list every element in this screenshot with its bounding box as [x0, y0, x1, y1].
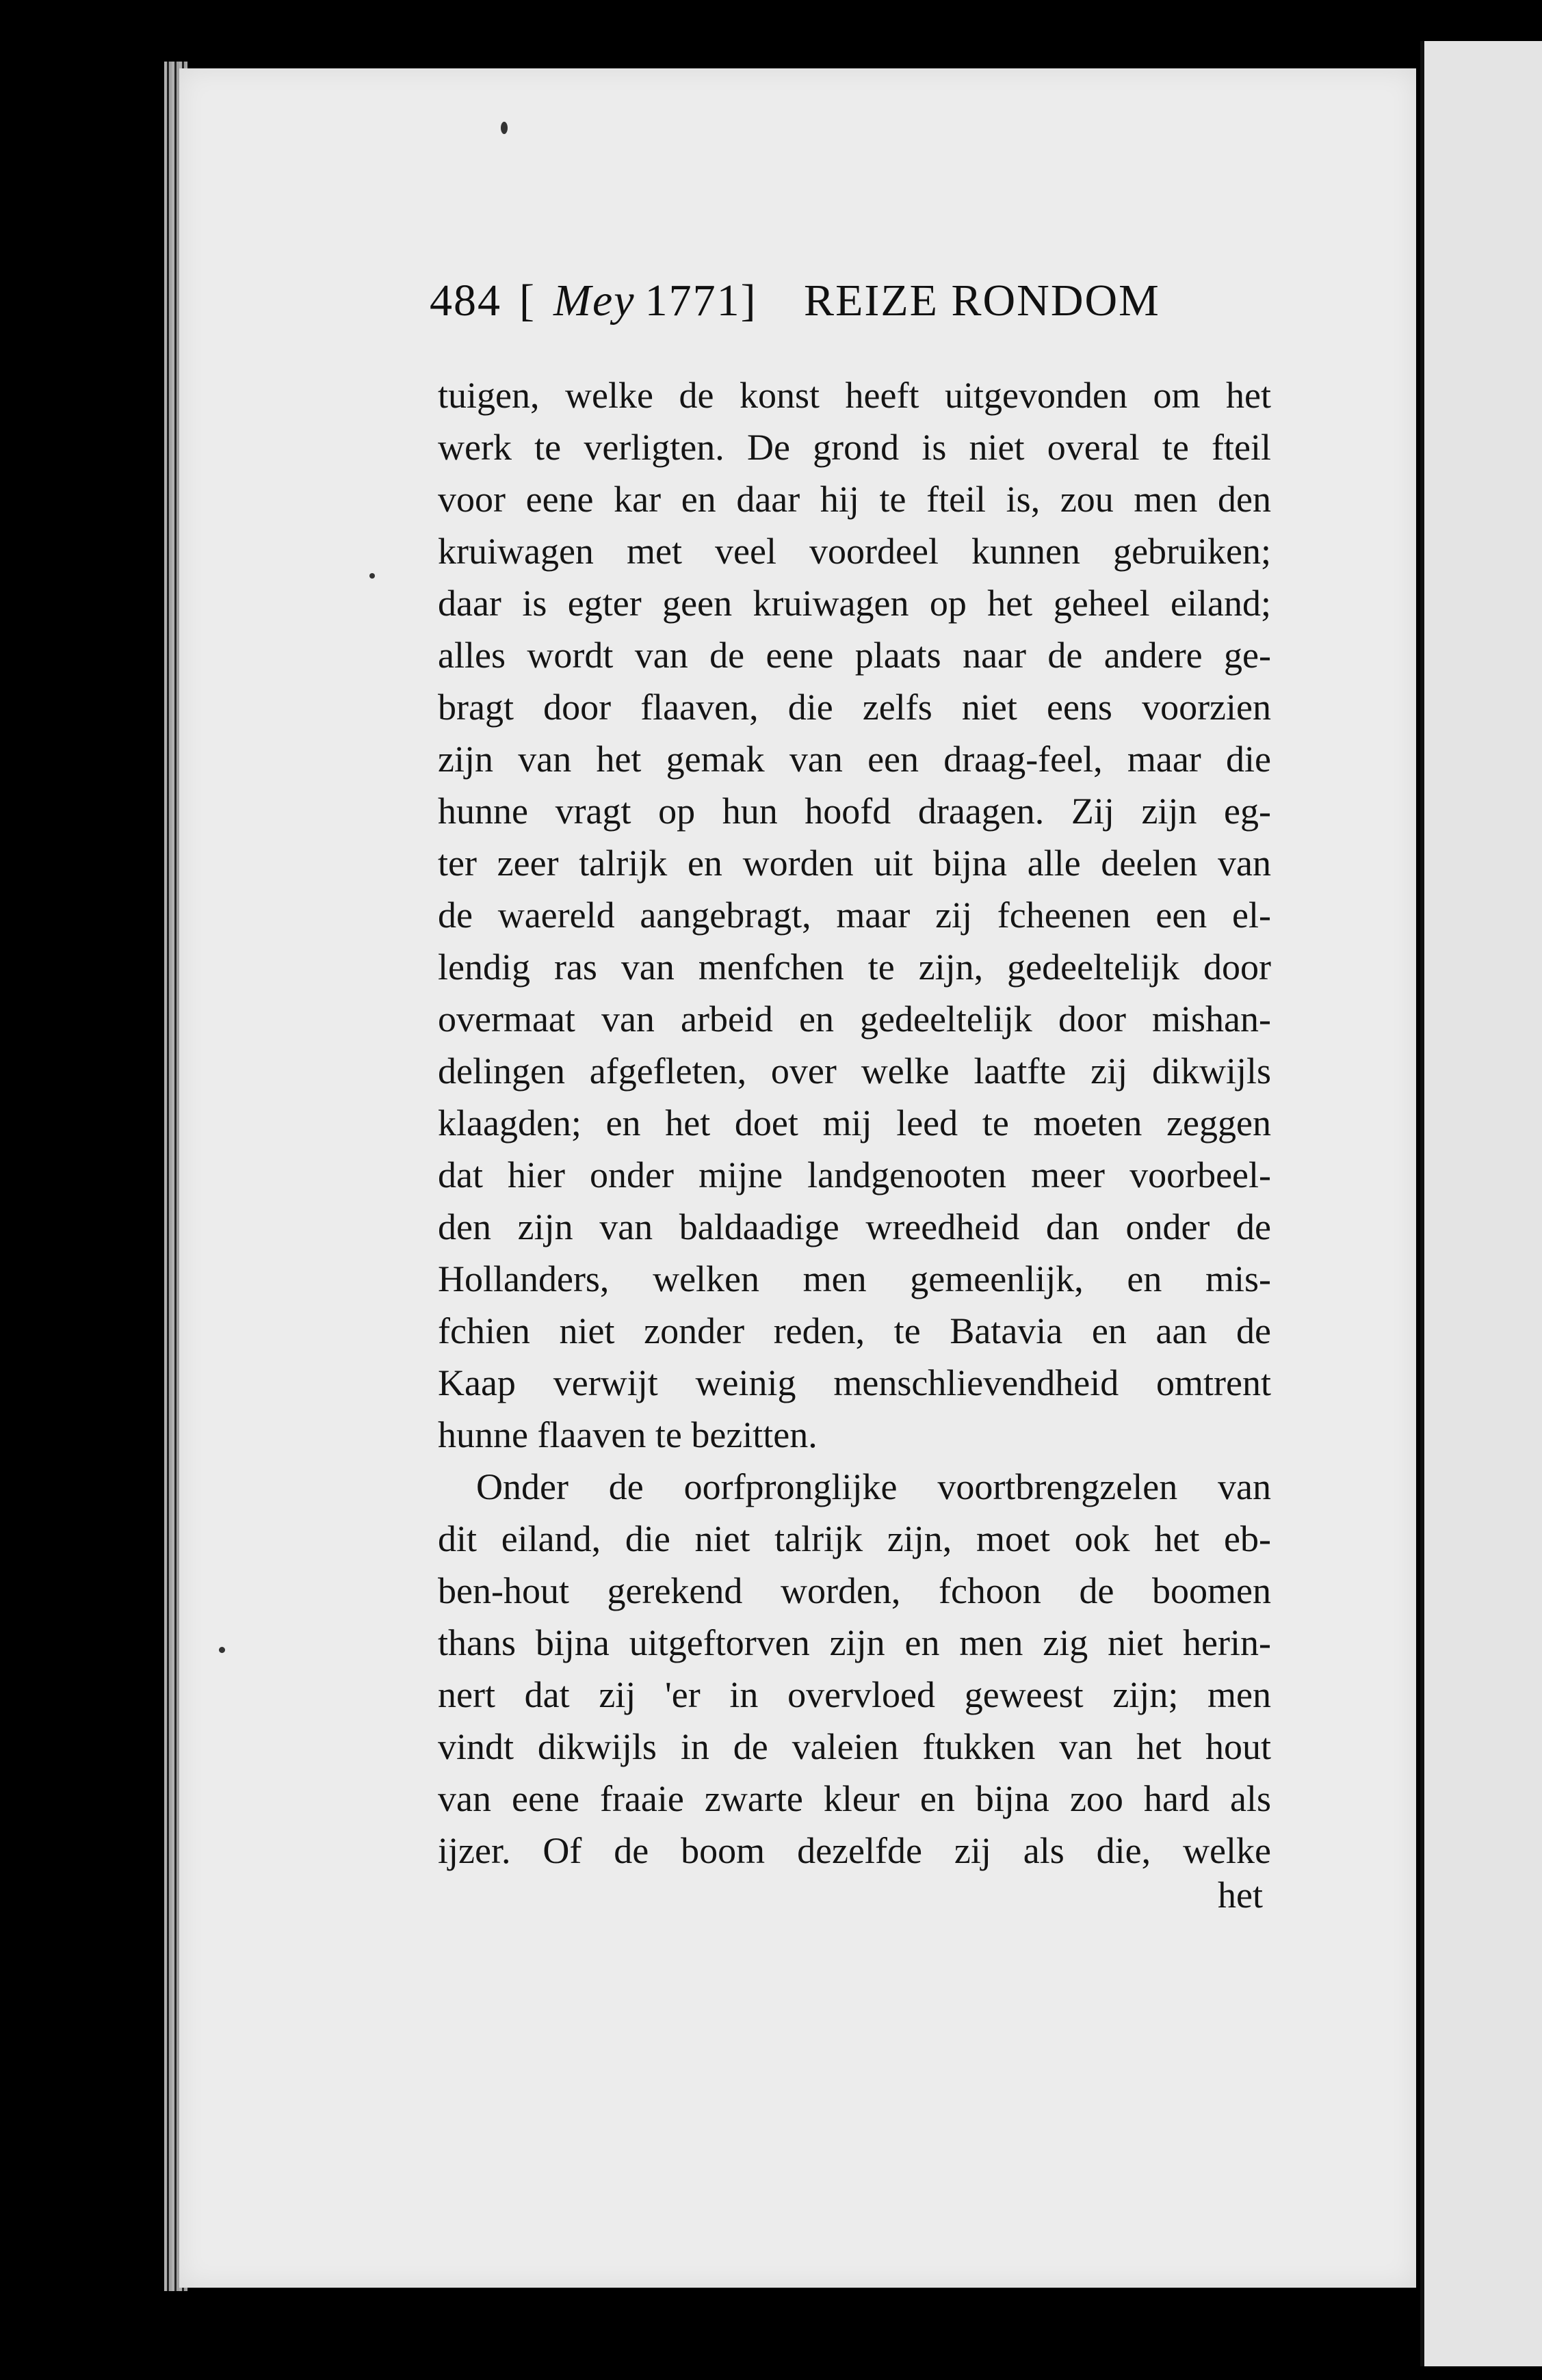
header-year: 1771]	[644, 276, 757, 326]
text-line: alles wordt van de eene plaats naar de andere ge-	[438, 635, 1271, 676]
text-line: Onder de oorfpronglijke voortbrengzelen van	[476, 1466, 1271, 1507]
text-line: overmaat van arbeid en gedeeltelijk door mishan-	[438, 999, 1271, 1040]
text-line: voor eene kar en daar hij te fteil is, zou men den	[438, 479, 1271, 520]
text-line: Kaap verwijt weinig menschlievendheid omtrent	[438, 1362, 1271, 1403]
body-text	[438, 369, 1271, 1877]
text-line: dat hier onder mijne landgenooten meer voorbeel-	[438, 1154, 1271, 1195]
text-line: ijzer. Of de boom dezelfde zij als die, welke	[438, 1830, 1271, 1871]
bracket-open: [	[519, 276, 536, 326]
text-line: ben-hout gerekend worden, fchoon de boomen	[438, 1570, 1271, 1611]
text-line: klaagden; en het doet mij leed te moeten zeggen	[438, 1102, 1271, 1143]
text-line: delingen afgefleten, over welke laatfte zij dikwijls	[438, 1050, 1271, 1092]
running-title: REIZE RONDOM	[804, 276, 1160, 326]
text-line: daar is egter geen kruiwagen op het geheel eiland;	[438, 583, 1271, 624]
text-line: dit eiland, die niet talrijk zijn, moet ook het eb-	[438, 1518, 1271, 1559]
text-line: Hollanders, welken men gemeenlijk, en mis-	[438, 1258, 1271, 1299]
text-line: den zijn van baldaadige wreedheid dan onder de	[438, 1206, 1271, 1247]
text-line: nert dat zij 'er in overvloed geweest zijn; men	[438, 1674, 1271, 1715]
text-line: lendig ras van menfchen te zijn, gedeeltelijk door	[438, 947, 1271, 988]
text-line: tuigen, welke de konst heeft uitgevonden om het	[438, 375, 1271, 416]
header-month: Mey	[553, 276, 636, 326]
text-line: hunne flaaven te bezitten.	[438, 1414, 818, 1455]
page-number: 484	[430, 276, 501, 326]
date-bracket	[519, 275, 775, 327]
facing-page-edge	[1420, 41, 1542, 2366]
ink-speck	[501, 122, 508, 134]
text-line: werk te verligten. De grond is niet overal te fteil	[438, 427, 1271, 468]
text-line: van eene fraaie zwarte kleur en bijna zoo hard als	[438, 1778, 1271, 1819]
text-line: vindt dikwijls in de valeien ftukken van het hout	[438, 1726, 1271, 1767]
catchword: het	[1218, 1875, 1263, 1916]
text-line: ter zeer talrijk en worden uit bijna alle deelen van	[438, 843, 1271, 884]
text-line: thans bijna uitgeftorven zijn en men zig niet herin-	[438, 1622, 1271, 1663]
text-line: de waereld aangebragt, maar zij fcheenen een el-	[438, 895, 1271, 936]
text-line: zijn van het gemak van een draag-feel, maar die	[438, 739, 1271, 780]
text-line: kruiwagen met veel voordeel kunnen gebruiken;	[438, 531, 1271, 572]
text-line: fchien niet zonder reden, te Batavia en aan de	[438, 1310, 1271, 1351]
text-line: bragt door flaaven, die zelfs niet eens voorzien	[438, 687, 1271, 728]
ink-speck	[219, 1647, 225, 1653]
running-header	[430, 275, 1319, 350]
ink-speck	[369, 573, 375, 579]
text-line: hunne vragt op hun hoofd draagen. Zij zijn eg-	[438, 791, 1271, 832]
